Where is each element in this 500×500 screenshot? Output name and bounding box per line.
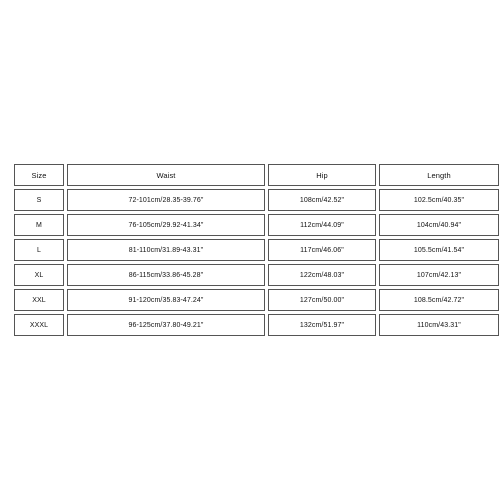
- cell-size: M: [14, 214, 64, 236]
- cell-size: L: [14, 239, 64, 261]
- cell-size: XL: [14, 264, 64, 286]
- table-row: [14, 189, 499, 211]
- table-row: [14, 314, 499, 336]
- cell-hip: 112cm/44.09": [268, 214, 376, 236]
- cell-size: S: [14, 189, 64, 211]
- table-header-row: [14, 164, 499, 186]
- cell-hip: 132cm/51.97": [268, 314, 376, 336]
- table-row: [14, 239, 499, 261]
- header-size: Size: [14, 164, 64, 186]
- table-row: [14, 289, 499, 311]
- cell-waist: 86-115cm/33.86-45.28": [67, 264, 265, 286]
- cell-size: XXL: [14, 289, 64, 311]
- header-waist: Waist: [67, 164, 265, 186]
- cell-length: 110cm/43.31": [379, 314, 499, 336]
- cell-hip: 117cm/46.06": [268, 239, 376, 261]
- cell-waist: 81-110cm/31.89-43.31": [67, 239, 265, 261]
- cell-length: 107cm/42.13": [379, 264, 499, 286]
- cell-waist: 72-101cm/28.35-39.76": [67, 189, 265, 211]
- cell-length: 108.5cm/42.72": [379, 289, 499, 311]
- cell-length: 105.5cm/41.54": [379, 239, 499, 261]
- size-chart-table: [11, 161, 500, 339]
- cell-length: 104cm/40.94": [379, 214, 499, 236]
- cell-hip: 108cm/42.52": [268, 189, 376, 211]
- header-hip: Hip: [268, 164, 376, 186]
- cell-waist: 91-120cm/35.83-47.24": [67, 289, 265, 311]
- cell-length: 102.5cm/40.35": [379, 189, 499, 211]
- header-length: Length: [379, 164, 499, 186]
- table-row: [14, 214, 499, 236]
- cell-size: XXXL: [14, 314, 64, 336]
- cell-waist: 96-125cm/37.80-49.21": [67, 314, 265, 336]
- cell-hip: 127cm/50.00": [268, 289, 376, 311]
- table-row: [14, 264, 499, 286]
- cell-hip: 122cm/48.03": [268, 264, 376, 286]
- cell-waist: 76-105cm/29.92-41.34": [67, 214, 265, 236]
